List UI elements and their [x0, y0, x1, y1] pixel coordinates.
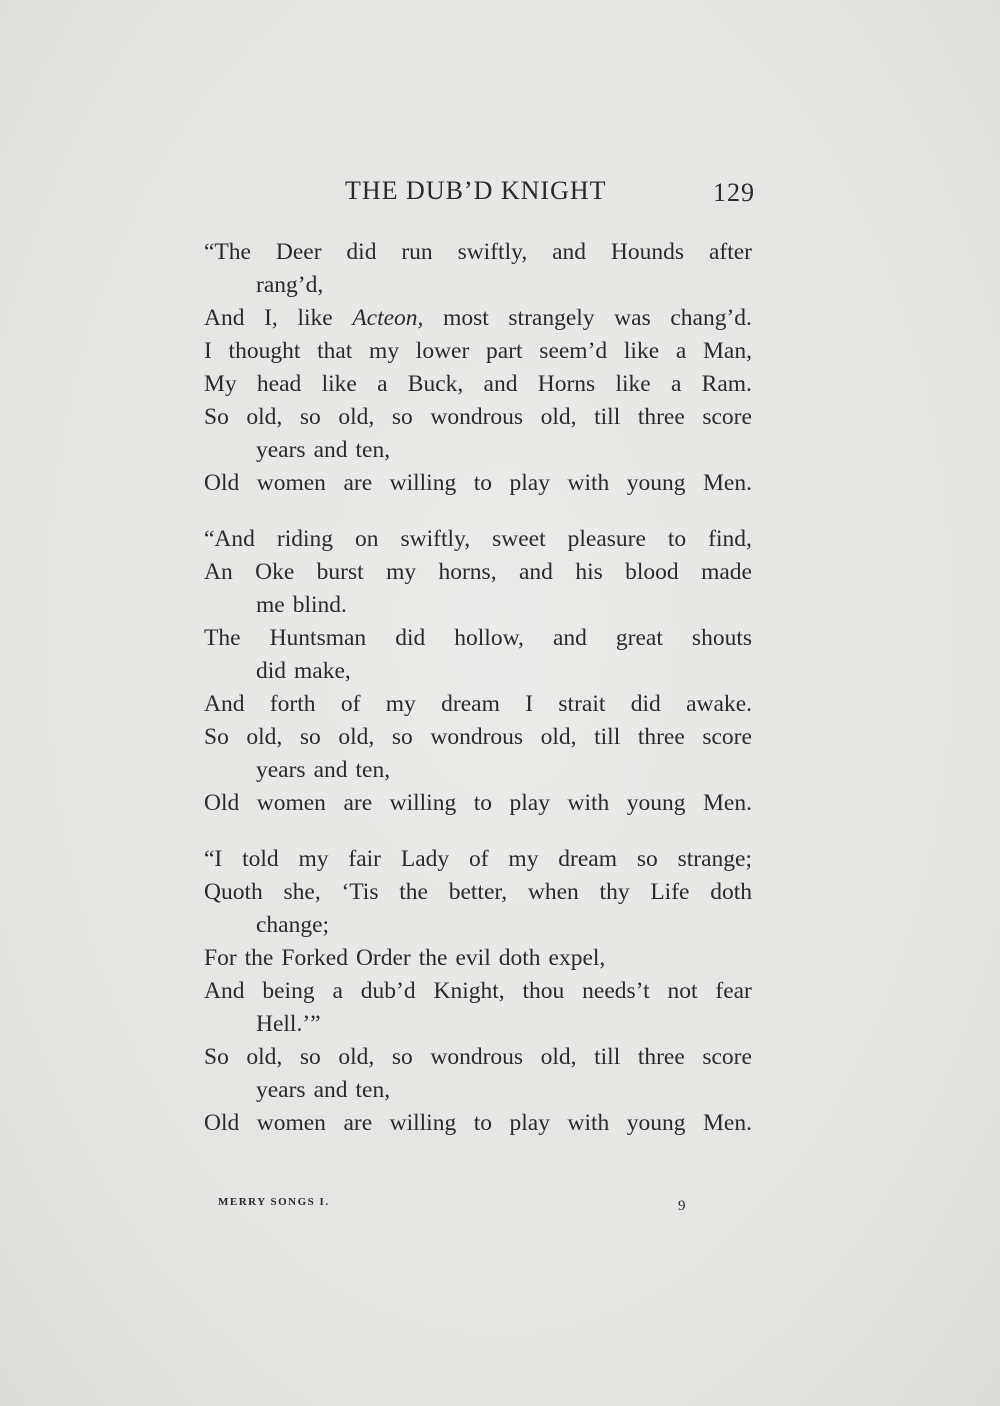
poem-line: Old women are willing to play with young Men. — [204, 1110, 752, 1136]
poem-line: I thought that my lower part seem’d like a Man, — [204, 338, 752, 364]
poem-line: me blind. — [256, 592, 347, 618]
poem-line: The Huntsman did hollow, and great shouts — [204, 625, 752, 651]
poem-line: “I told my fair Lady of my dream so strange; — [204, 846, 752, 872]
poem-line: “The Deer did run swiftly, and Hounds after — [204, 239, 752, 265]
poem-line: Quoth she, ‘Tis the better, when thy Life doth — [204, 879, 752, 905]
poem-line: change; — [256, 912, 330, 938]
poem-line: rang’d, — [256, 272, 324, 298]
poem-line: Old women are willing to play with young Men. — [204, 470, 752, 496]
poem-line: So old, so old, so wondrous old, till three score — [204, 1044, 752, 1070]
poem-line: years and ten, — [256, 437, 391, 463]
poem-line: So old, so old, so wondrous old, till three score — [204, 724, 752, 750]
poem-line: “And riding on swiftly, sweet pleasure to find, — [204, 526, 752, 552]
poem-line: And forth of my dream I strait did awake. — [204, 691, 752, 717]
signature-number: 9 — [678, 1198, 686, 1214]
running-head — [205, 176, 755, 216]
poem-body — [204, 236, 752, 1163]
poem-line: years and ten, — [256, 1077, 391, 1103]
poem-line: And I, like Acteon, most strangely was chang’d. — [204, 305, 752, 331]
poem-line: So old, so old, so wondrous old, till three score — [204, 404, 752, 430]
page-title: THE DUB’D KNIGHT — [345, 176, 607, 205]
page-number: 129 — [713, 178, 755, 207]
poem-line: Hell.’” — [256, 1011, 321, 1037]
poem-line: And being a dub’d Knight, thou needs’t not fear — [204, 978, 752, 1004]
stanza-2 — [204, 523, 752, 820]
poem-line: My head like a Buck, and Horns like a Ram. — [204, 371, 752, 397]
poem-line: years and ten, — [256, 757, 391, 783]
poem-line: An Oke burst my horns, and his blood made — [204, 559, 752, 585]
poem-line: For the Forked Order the evil doth expel, — [204, 945, 606, 971]
stanza-3 — [204, 843, 752, 1140]
poem-line: Old women are willing to play with young Men. — [204, 790, 752, 816]
poem-line: did make, — [256, 658, 351, 684]
page-footer — [218, 1196, 688, 1220]
signature-mark: MERRY SONGS I. — [218, 1196, 330, 1208]
stanza-1 — [204, 236, 752, 500]
